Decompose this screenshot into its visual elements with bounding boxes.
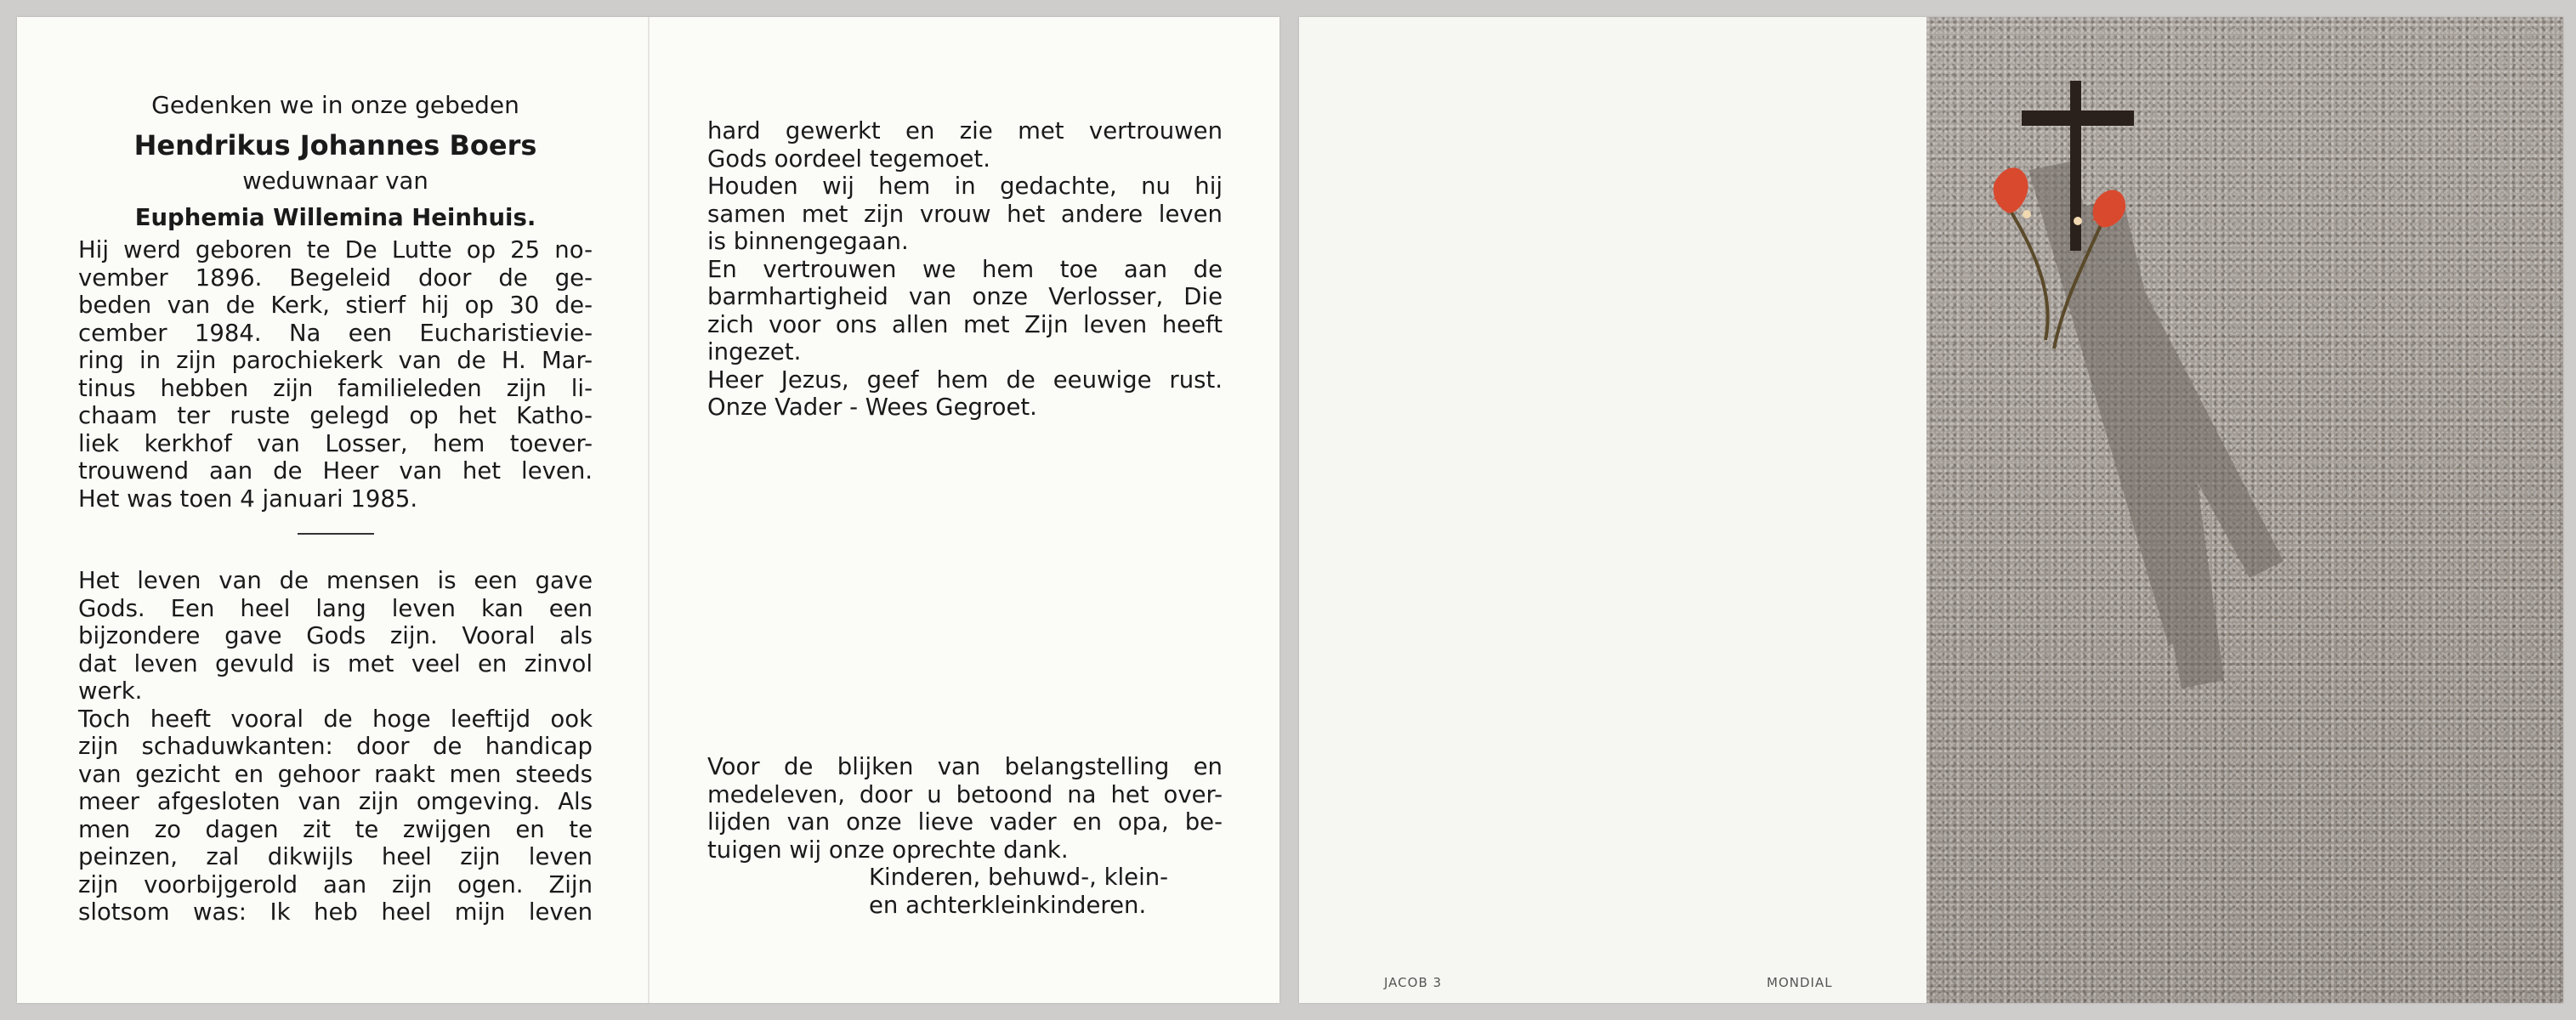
spouse-name: Euphemia Willemina Heinhuis. [134, 203, 536, 231]
bio-line: chaam ter ruste gelegd op het Katho- [78, 402, 593, 429]
thanks-line: lijden van onze lieve vader en opa, be- [707, 808, 1223, 836]
reflection-line: bijzondere gave Gods zijn. Vooral als [78, 622, 593, 649]
reflection-line: dat leven gevuld is met veel en zinvol [78, 649, 593, 677]
bio-line: cember 1984. Na een Eucharistievie- [78, 319, 593, 347]
reflection-line: slotsom was: Ik heb heel mijn leven [78, 898, 593, 926]
fold-line [648, 17, 650, 1003]
card-inner-spread [17, 17, 1279, 1003]
signature-line: Kinderen, behuwd-, klein- [869, 864, 1169, 891]
continuation-line: barmhartigheid van onze Verlosser, Die [707, 283, 1223, 310]
bio-line: trouwend aan de Heer van het leven. [78, 457, 593, 484]
cover-photo [1926, 17, 2563, 1003]
prayer-line: Heer Jezus, geef hem de eeuwige rust. [707, 366, 1223, 394]
reflection-line: Toch heeft vooral de hoge leeftijd ook [78, 705, 593, 733]
reflection-line: Gods. Een heel lang leven kan een [78, 594, 593, 622]
bio-line: tinus hebben zijn familieleden zijn li- [78, 374, 593, 402]
card-outer-spread [1299, 17, 2563, 1003]
reflection-line: zijn voorbijgerold aan zijn ogen. Zijn [78, 870, 593, 898]
reflection-line: men zo dagen zit te zwijgen en te [78, 815, 593, 843]
middle-text-column [707, 117, 1223, 422]
reflection-line: peinzen, zal dikwijls heel zijn leven [78, 843, 593, 870]
continuation-line: Houden wij hem in gedachte, nu hij [707, 173, 1223, 200]
bio-line: liek kerkhof van Losser, hem toever- [78, 429, 593, 457]
continuation-line: Gods oordeel tegemoet. [707, 144, 990, 173]
bio-line: vember 1896. Begeleid door de ge- [78, 264, 593, 292]
reflection-line: meer afgesloten van zijn omgeving. Als [78, 788, 593, 815]
bio-date-line: Het was toen 4 januari 1985. [78, 484, 418, 513]
reflection-text [78, 567, 593, 926]
reflection-line: zijn schaduwkanten: door de handicap [78, 733, 593, 760]
left-text-column [78, 92, 593, 926]
divider [298, 533, 374, 535]
signature-line: en achterkleinkinderen. [869, 891, 1147, 919]
widower-label: weduwnaar van [242, 167, 428, 195]
biography [78, 236, 593, 513]
thanks-line: tuigen wij onze oprechte dank. [707, 836, 1069, 864]
bio-line: ring in zijn parochiekerk van de H. Mar- [78, 347, 593, 374]
thanks-line: medeleven, door u betoond na het over- [707, 780, 1223, 808]
reflection-line: werk. [78, 677, 143, 705]
continuation-line: is binnengegaan. [707, 228, 909, 255]
thanks-line: Voor de blijken van belangstelling en [707, 753, 1223, 780]
deceased-name: Hendrikus Johannes Boers [133, 128, 537, 162]
reflection-line: Het leven van de mensen is een gave [78, 567, 593, 594]
continuation-line: zich voor ons allen met Zijn leven heeft [707, 310, 1223, 338]
continuation-line: samen met zijn vrouw het andere leven [707, 200, 1223, 228]
imprint-publisher: MONDIAL [1767, 975, 1833, 990]
memorial-heading: Gedenken we in onze gebeden [151, 91, 519, 119]
crucifix-photo-icon [1926, 17, 2563, 1003]
prayer-line: Onze Vader - Wees Gegroet. [707, 394, 1037, 421]
imprint-code: JACOB 3 [1384, 975, 1443, 990]
bio-line: Hij werd geboren te De Lutte op 25 no- [78, 236, 593, 264]
thanks-block [707, 753, 1223, 919]
continuation-line: ingezet. [707, 338, 802, 366]
bio-line: beden van de Kerk, stierf hij op 30 de- [78, 292, 593, 319]
continuation-line: hard gewerkt en zie met vertrouwen [707, 117, 1223, 144]
reflection-line: van gezicht en gehoor raakt men steeds [78, 760, 593, 788]
continuation-line: En vertrouwen we hem toe aan de [707, 255, 1223, 283]
